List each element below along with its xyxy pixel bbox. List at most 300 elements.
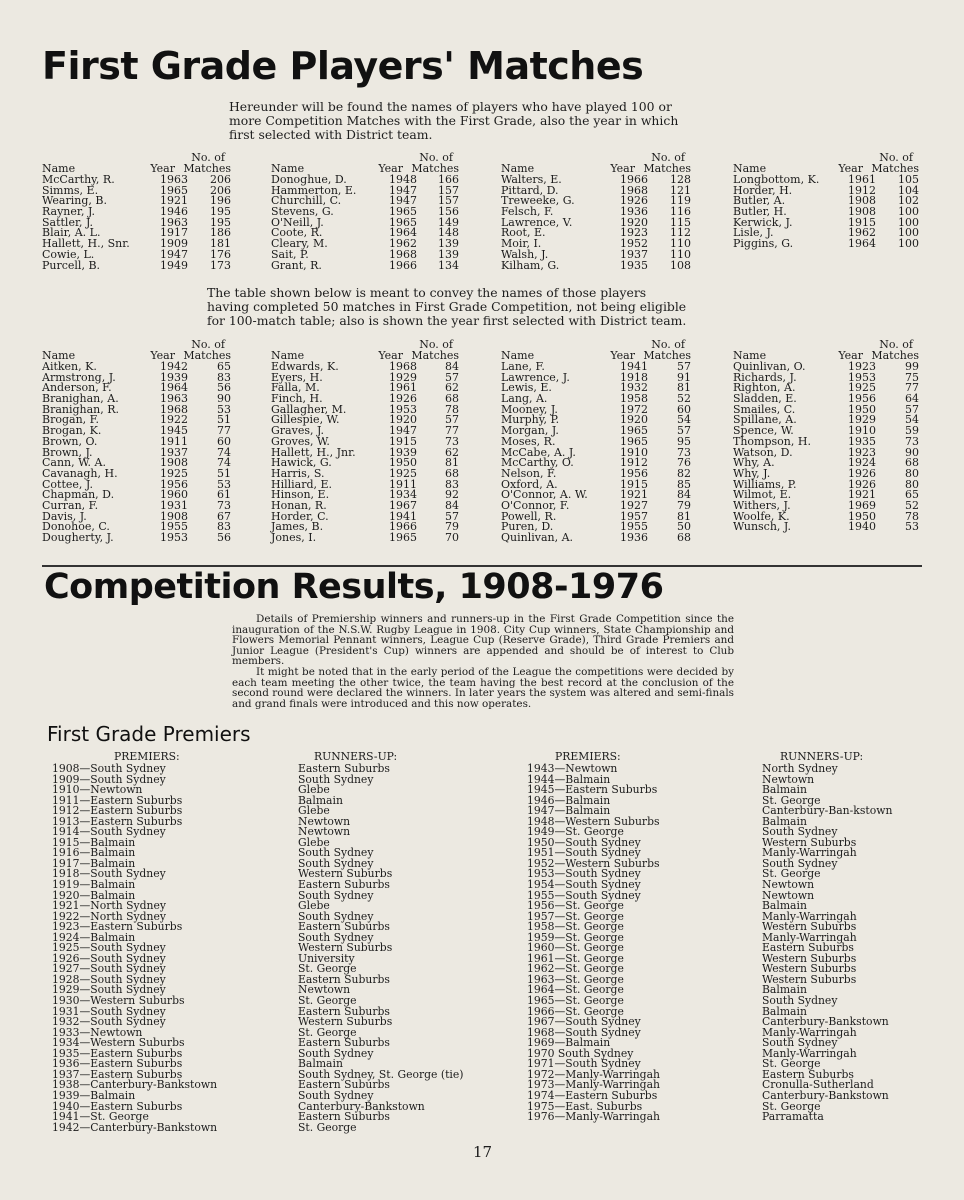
result-entry: Newtown bbox=[298, 983, 351, 997]
table-header bbox=[501, 340, 691, 362]
player-name: Horder, C. bbox=[271, 509, 329, 523]
header-name: Name bbox=[733, 162, 767, 175]
result-entry: South Sydney bbox=[298, 1088, 374, 1102]
result-entry: 1975—East. Suburbs bbox=[527, 1099, 643, 1113]
player-name: Wunsch, J. bbox=[733, 520, 791, 534]
result-entry: St. George bbox=[762, 1099, 821, 1113]
table-row bbox=[501, 533, 691, 544]
result-entry: 1967—South Sydney bbox=[527, 1015, 641, 1029]
first-selected-year: 1915 bbox=[848, 215, 876, 229]
first-selected-year: 1950 bbox=[848, 509, 876, 523]
first-selected-year: 1941 bbox=[620, 360, 648, 373]
result-entry: Eastern Suburbs bbox=[298, 762, 390, 775]
result-entry: 1927—South Sydney bbox=[52, 962, 166, 976]
first-selected-year: 1926 bbox=[848, 477, 876, 491]
header-year: Year bbox=[838, 349, 863, 362]
result-entry: Balmain bbox=[762, 783, 807, 797]
matches-count: 81 bbox=[677, 381, 691, 395]
player-name: Wearing, B. bbox=[42, 194, 107, 208]
result-entry: Newtown bbox=[298, 825, 351, 839]
column-header: RUNNERS-UP: bbox=[314, 750, 398, 763]
result-entry: 1958—St. George bbox=[527, 920, 624, 934]
player-name: Cottee, J. bbox=[42, 477, 93, 491]
intro-line: The table shown below is meant to convey the names of those players bbox=[207, 285, 647, 300]
header-name: Name bbox=[271, 349, 305, 362]
matches-count: 157 bbox=[438, 183, 459, 197]
result-entry: 1955—South Sydney bbox=[527, 888, 641, 902]
result-entry: Manly-Warringah bbox=[762, 1025, 857, 1039]
result-entry: 1911—Eastern Suburbs bbox=[52, 793, 183, 807]
result-entry: St. George bbox=[762, 867, 821, 881]
result-entry: Eastern Suburbs bbox=[298, 1004, 390, 1018]
table-row bbox=[42, 258, 231, 272]
first-selected-year: 1966 bbox=[389, 520, 417, 534]
player-name: Graves, J. bbox=[271, 424, 325, 438]
first-selected-year: 1967 bbox=[389, 498, 417, 512]
matches-count: 100 bbox=[898, 226, 919, 240]
first-selected-year: 1925 bbox=[848, 381, 876, 395]
result-entry: 1933—Newtown bbox=[52, 1025, 143, 1039]
player-name: Kerwick, J. bbox=[733, 215, 793, 229]
first-selected-year: 1923 bbox=[848, 445, 876, 459]
first-selected-year: 1921 bbox=[848, 488, 876, 502]
result-entry: 1944—Balmain bbox=[527, 772, 611, 786]
result-entry: 1951—South Sydney bbox=[527, 846, 641, 860]
player-name: Gillespie, W. bbox=[271, 413, 340, 427]
player-name: Grant, R. bbox=[271, 258, 322, 272]
intro-line: first selected with District team. bbox=[229, 127, 433, 143]
result-entry: 1942—Canterbury-Bankstown bbox=[52, 1120, 218, 1134]
player-name: Falla, M. bbox=[271, 381, 320, 395]
result-entry: 1925—South Sydney bbox=[52, 941, 166, 955]
player-name: Murphy, P. bbox=[501, 413, 560, 427]
matches-count: 57 bbox=[905, 402, 919, 416]
result-entry: Parramatta bbox=[762, 1110, 824, 1124]
matches-count: 68 bbox=[905, 456, 919, 470]
result-entry: South Sydney bbox=[298, 772, 374, 786]
matches-count: 77 bbox=[445, 424, 459, 438]
result-entry: 1920—Balmain bbox=[52, 888, 136, 902]
result-entry: Balmain bbox=[762, 1004, 807, 1018]
player-name: Lawrence, J. bbox=[501, 370, 570, 384]
first-selected-year: 1931 bbox=[160, 498, 188, 512]
result-entry: Balmain bbox=[762, 899, 807, 913]
player-name: Harris, S. bbox=[271, 466, 325, 480]
first-selected-year: 1934 bbox=[389, 488, 417, 502]
matches-count: 53 bbox=[217, 477, 231, 491]
runners-up-column-early bbox=[298, 752, 463, 1133]
player-name: Stevens, G. bbox=[271, 205, 334, 219]
player-name: Felsch, F. bbox=[501, 205, 554, 219]
first-selected-year: 1923 bbox=[848, 360, 876, 373]
player-name: Branighan, R. bbox=[42, 402, 120, 416]
table-header bbox=[42, 340, 231, 362]
player-name: Powell, R. bbox=[501, 509, 557, 523]
first-selected-year: 1925 bbox=[389, 466, 417, 480]
result-entry: Glebe bbox=[298, 899, 330, 913]
matches-count: 121 bbox=[670, 183, 691, 197]
player-name: Finch, H. bbox=[271, 392, 323, 406]
matches-count: 102 bbox=[898, 194, 919, 208]
result-entry: North Sydney bbox=[762, 762, 838, 775]
first-selected-year: 1940 bbox=[848, 520, 876, 534]
first-selected-year: 1911 bbox=[389, 477, 417, 491]
first-selected-year: 1923 bbox=[620, 226, 648, 240]
matches-count: 56 bbox=[217, 531, 231, 544]
first-selected-year: 1915 bbox=[620, 477, 648, 491]
player-name: Armstrong, J. bbox=[42, 370, 116, 384]
player-name: Quinlivan, A. bbox=[501, 531, 574, 544]
result-entry: Balmain bbox=[762, 983, 807, 997]
first-selected-year: 1936 bbox=[620, 531, 648, 544]
competition-paragraph: It might be noted that in the early period of the League the competitions were decided by each team meeting the other twice, the team having the best record at the conclusion of the second round were declared the winners. In later years the system was altered and semi-finals and grand finals were introduced and this now operates. bbox=[232, 665, 734, 710]
first-selected-year: 1935 bbox=[620, 258, 648, 272]
matches-count: 100 bbox=[898, 237, 919, 251]
first-selected-year: 1964 bbox=[389, 226, 417, 240]
player-name: Wilmot, E. bbox=[733, 488, 792, 502]
player-name: Hammerton, E. bbox=[271, 183, 357, 197]
premiers-column-late bbox=[527, 752, 660, 1123]
first-selected-year: 1950 bbox=[389, 456, 417, 470]
first-selected-year: 1956 bbox=[160, 477, 188, 491]
result-entry: South Sydney bbox=[762, 825, 838, 839]
result-entry: 1965—St. George bbox=[527, 994, 624, 1008]
matches-count: 68 bbox=[445, 466, 459, 480]
result-entry: St. George bbox=[298, 994, 357, 1008]
premiers-column-early bbox=[52, 752, 217, 1133]
matches-count: 173 bbox=[210, 258, 231, 272]
matches-count: 108 bbox=[670, 258, 691, 272]
result-entry: 1962—St. George bbox=[527, 962, 624, 976]
fifty-club-column bbox=[501, 340, 691, 544]
premiers-subtitle: First Grade Premiers bbox=[47, 722, 251, 746]
player-name: Sait, P. bbox=[271, 247, 309, 261]
header-year: Year bbox=[150, 162, 175, 175]
result-entry: Glebe bbox=[298, 835, 330, 849]
player-name: Brown, O. bbox=[42, 434, 98, 448]
result-entry: 1931—South Sydney bbox=[52, 1004, 166, 1018]
first-selected-year: 1961 bbox=[389, 381, 417, 395]
player-name: Walters, E. bbox=[501, 173, 562, 186]
intro-line: having completed 50 matches in First Grade Competition, not being eligible bbox=[207, 299, 687, 315]
first-selected-year: 1958 bbox=[620, 392, 648, 406]
result-entry: Newtown bbox=[298, 814, 351, 828]
player-name: Gallagher, M. bbox=[271, 402, 347, 416]
first-selected-year: 1915 bbox=[389, 434, 417, 448]
header-year: Year bbox=[838, 162, 863, 175]
player-name: Morgan, J. bbox=[501, 424, 559, 438]
header-year: Year bbox=[150, 349, 175, 362]
player-name: Watson, D. bbox=[733, 445, 793, 459]
first-selected-year: 1945 bbox=[160, 424, 188, 438]
player-name: Spillane, A. bbox=[733, 413, 797, 427]
result-entry: 1970 South Sydney bbox=[527, 1046, 634, 1060]
first-selected-year: 1962 bbox=[848, 226, 876, 240]
result-entry: 1923—Eastern Suburbs bbox=[52, 920, 183, 934]
matches-count: 134 bbox=[438, 258, 459, 272]
matches-count: 60 bbox=[677, 402, 691, 416]
matches-count: 84 bbox=[445, 498, 459, 512]
competition-title: Competition Results, 1908-1976 bbox=[44, 567, 664, 607]
first-selected-year: 1921 bbox=[620, 488, 648, 502]
matches-count: 77 bbox=[217, 424, 231, 438]
player-name: Cann, W. A. bbox=[42, 456, 106, 470]
result-entry: 1945—Eastern Suburbs bbox=[527, 783, 658, 797]
result-entry: 1953—South Sydney bbox=[527, 867, 641, 881]
first-selected-year: 1968 bbox=[620, 183, 648, 197]
matches-count: 148 bbox=[438, 226, 459, 240]
result-entry: 1960—St. George bbox=[527, 941, 624, 955]
result-entry: Canterbury-Bankstown bbox=[762, 1088, 889, 1102]
matches-count: 206 bbox=[210, 183, 231, 197]
header-name: Name bbox=[42, 162, 76, 175]
player-name: Hawick, G. bbox=[271, 456, 332, 470]
result-entry: Newtown bbox=[762, 772, 815, 786]
result-entry: 1922—North Sydney bbox=[52, 909, 166, 923]
matches-count: 92 bbox=[445, 488, 459, 502]
header-no-of: No. of bbox=[191, 338, 225, 351]
player-name: Honan, R. bbox=[271, 498, 327, 512]
header-matches: Matches bbox=[411, 349, 459, 362]
player-name: Brogan, K. bbox=[42, 424, 102, 438]
first-selected-year: 1968 bbox=[389, 247, 417, 261]
first-selected-year: 1911 bbox=[160, 434, 188, 448]
table-row bbox=[733, 522, 919, 533]
table-header bbox=[271, 153, 459, 175]
header-no-of: No. of bbox=[651, 338, 685, 351]
first-selected-year: 1948 bbox=[389, 173, 417, 186]
result-entry: Eastern Suburbs bbox=[298, 1110, 390, 1124]
player-name: Butler, H. bbox=[733, 205, 787, 219]
matches-count: 105 bbox=[898, 173, 919, 186]
matches-count: 119 bbox=[670, 194, 691, 208]
result-entry: South Sydney bbox=[762, 994, 838, 1008]
matches-count: 81 bbox=[445, 456, 459, 470]
result-entry: 1937—Eastern Suburbs bbox=[52, 1067, 183, 1081]
matches-count: 100 bbox=[898, 205, 919, 219]
matches-count: 166 bbox=[438, 173, 459, 186]
result-entry: 1969—Balmain bbox=[527, 1036, 611, 1050]
player-name: Righton, A. bbox=[733, 381, 796, 395]
result-entry: 1964—St. George bbox=[527, 983, 624, 997]
result-entry: 1943—Newtown bbox=[527, 762, 618, 775]
matches-count: 75 bbox=[905, 370, 919, 384]
matches-count: 52 bbox=[905, 498, 919, 512]
first-selected-year: 1937 bbox=[620, 247, 648, 261]
player-name: Woolfe, K. bbox=[733, 509, 790, 523]
header-name: Name bbox=[271, 162, 305, 175]
result-entry: South Sydney, St. George (tie) bbox=[298, 1067, 464, 1081]
player-name: McCabe, A. J. bbox=[501, 445, 576, 459]
first-selected-year: 1932 bbox=[620, 381, 648, 395]
header-no-of: No. of bbox=[879, 338, 913, 351]
matches-count: 62 bbox=[445, 445, 459, 459]
matches-count: 57 bbox=[677, 360, 691, 373]
result-entry: 1908—South Sydney bbox=[52, 762, 166, 775]
matches-count: 91 bbox=[677, 370, 691, 384]
table-header bbox=[271, 340, 459, 362]
first-selected-year: 1965 bbox=[389, 205, 417, 219]
first-selected-year: 1908 bbox=[848, 205, 876, 219]
result-entry: 1961—St. George bbox=[527, 951, 624, 965]
result-entry: Western Suburbs bbox=[298, 867, 393, 881]
result-entry: St. George bbox=[298, 1120, 357, 1134]
first-selected-year: 1968 bbox=[389, 360, 417, 373]
matches-count: 83 bbox=[217, 520, 231, 534]
first-selected-year: 1965 bbox=[620, 434, 648, 448]
first-selected-year: 1908 bbox=[848, 194, 876, 208]
fifty-club-column bbox=[271, 340, 459, 544]
first-selected-year: 1965 bbox=[389, 531, 417, 544]
table-header bbox=[42, 153, 231, 175]
result-entry: 1957—St. George bbox=[527, 909, 624, 923]
result-entry: Canterbury-Ban-kstown bbox=[762, 804, 893, 818]
matches-count: 57 bbox=[677, 424, 691, 438]
result-entry: South Sydney bbox=[298, 888, 374, 902]
first-selected-year: 1912 bbox=[848, 183, 876, 197]
player-name: Sattler, J. bbox=[42, 215, 94, 229]
result-entry: Eastern Suburbs bbox=[298, 1078, 390, 1092]
player-name: Richards, J. bbox=[733, 370, 797, 384]
first-selected-year: 1921 bbox=[160, 194, 188, 208]
matches-count: 95 bbox=[677, 434, 691, 448]
matches-count: 57 bbox=[445, 413, 459, 427]
matches-count: 157 bbox=[438, 194, 459, 208]
result-entry: 1928—South Sydney bbox=[52, 972, 166, 986]
column-header: RUNNERS-UP: bbox=[780, 750, 864, 763]
matches-count: 156 bbox=[438, 205, 459, 219]
header-year: Year bbox=[610, 162, 635, 175]
player-name: Purcell, B. bbox=[42, 258, 101, 272]
first-selected-year: 1925 bbox=[160, 466, 188, 480]
result-entry: Manly-Warringah bbox=[762, 846, 857, 860]
first-selected-year: 1909 bbox=[160, 237, 188, 251]
matches-count: 52 bbox=[677, 392, 691, 406]
matches-count: 54 bbox=[677, 413, 691, 427]
matches-count: 70 bbox=[445, 531, 459, 544]
first-selected-year: 1924 bbox=[848, 456, 876, 470]
player-name: Donoghue, D. bbox=[271, 173, 347, 186]
matches-count: 64 bbox=[905, 392, 919, 406]
player-name: Lisle, J. bbox=[733, 226, 774, 240]
player-name: Root, E. bbox=[501, 226, 546, 240]
result-entry: Manly-Warringah bbox=[762, 930, 857, 944]
header-no-of: No. of bbox=[879, 151, 913, 164]
player-name: Horder, H. bbox=[733, 183, 793, 197]
player-name: James, B. bbox=[271, 520, 324, 534]
intro-line: Hereunder will be found the names of players who have played 100 or bbox=[229, 99, 672, 114]
result-entry: Western Suburbs bbox=[762, 972, 857, 986]
player-name: Chapman, D. bbox=[42, 488, 115, 502]
matches-count: 90 bbox=[217, 392, 231, 406]
first-selected-year: 1969 bbox=[848, 498, 876, 512]
result-entry: 1934—Western Suburbs bbox=[52, 1036, 185, 1050]
matches-count: 76 bbox=[677, 456, 691, 470]
first-selected-year: 1965 bbox=[160, 183, 188, 197]
first-selected-year: 1947 bbox=[389, 183, 417, 197]
result-entry: Balmain bbox=[298, 793, 343, 807]
result-entry: 1938—Canterbury-Bankstown bbox=[52, 1078, 218, 1092]
matches-count: 73 bbox=[905, 434, 919, 448]
matches-count: 186 bbox=[210, 226, 231, 240]
first-selected-year: 1929 bbox=[848, 413, 876, 427]
matches-count: 61 bbox=[217, 488, 231, 502]
player-name: Donohoe, C. bbox=[42, 520, 110, 534]
first-selected-year: 1937 bbox=[160, 445, 188, 459]
result-entry: South Sydney bbox=[298, 909, 374, 923]
table-header bbox=[733, 153, 919, 175]
matches-count: 54 bbox=[905, 413, 919, 427]
matches-count: 81 bbox=[677, 509, 691, 523]
matches-count: 195 bbox=[210, 205, 231, 219]
player-name: Churchill, C. bbox=[271, 194, 342, 208]
hundred-club-column bbox=[733, 153, 919, 250]
matches-count: 73 bbox=[445, 434, 459, 448]
competition-paragraph: Details of Premiership winners and runners-up in the First Grade Competition since the inauguration of the N.S.W. Rugby League in 1908. City Cup winners, State Championship and Flowers Memorial Pennant winners, League Cup (Reserve Grade), Third Grade Premiers and Junior League (President's Cup) winners are appended and should be of interest to Club members. bbox=[232, 613, 734, 668]
player-name: Branighan, A. bbox=[42, 392, 119, 406]
matches-count: 104 bbox=[898, 183, 919, 197]
matches-count: 83 bbox=[445, 477, 459, 491]
first-selected-year: 1947 bbox=[160, 247, 188, 261]
hundred-intro bbox=[229, 100, 678, 143]
result-entry: Western Suburbs bbox=[762, 835, 857, 849]
first-selected-year: 1966 bbox=[620, 173, 648, 186]
intro-line: for 100-match table; also is shown the year first selected with District team. bbox=[207, 313, 687, 329]
matches-count: 100 bbox=[898, 215, 919, 229]
result-entry: Glebe bbox=[298, 804, 330, 818]
first-selected-year: 1950 bbox=[848, 402, 876, 416]
result-entry: 1924—Balmain bbox=[52, 930, 136, 944]
matches-count: 115 bbox=[670, 215, 691, 229]
first-selected-year: 1956 bbox=[848, 392, 876, 406]
intro-line: more Competition Matches with the First Grade, also the year in which bbox=[229, 113, 679, 129]
matches-count: 110 bbox=[670, 247, 691, 261]
player-name: Groves, W. bbox=[271, 434, 330, 448]
header-name: Name bbox=[501, 349, 535, 362]
matches-count: 116 bbox=[670, 205, 691, 219]
first-selected-year: 1947 bbox=[389, 194, 417, 208]
player-name: Brown, J. bbox=[42, 445, 93, 459]
table-header bbox=[733, 340, 919, 362]
player-name: Why, J. bbox=[733, 466, 771, 480]
matches-count: 67 bbox=[217, 509, 231, 523]
matches-count: 68 bbox=[445, 392, 459, 406]
result-entry: 1941—St. George bbox=[52, 1110, 149, 1124]
hundred-club-column bbox=[42, 153, 231, 271]
column-header: PREMIERS: bbox=[114, 750, 180, 763]
matches-count: 80 bbox=[905, 477, 919, 491]
result-entry: 1915—Balmain bbox=[52, 835, 136, 849]
matches-count: 57 bbox=[445, 509, 459, 523]
first-selected-year: 1926 bbox=[848, 466, 876, 480]
result-entry: Canterbury-Bankstown bbox=[762, 1015, 889, 1029]
first-selected-year: 1912 bbox=[620, 456, 648, 470]
result-entry: Western Suburbs bbox=[298, 1015, 393, 1029]
column-header: PREMIERS: bbox=[555, 750, 621, 763]
result-entry: St. George bbox=[762, 793, 821, 807]
matches-count: 84 bbox=[445, 360, 459, 373]
player-name: McCarthy, O. bbox=[501, 456, 574, 470]
first-selected-year: 1939 bbox=[160, 370, 188, 384]
result-entry: Balmain bbox=[298, 1057, 343, 1071]
player-name: Thompson, H. bbox=[733, 434, 811, 448]
first-selected-year: 1946 bbox=[160, 205, 188, 219]
first-selected-year: 1972 bbox=[620, 402, 648, 416]
first-selected-year: 1949 bbox=[160, 258, 188, 272]
first-selected-year: 1963 bbox=[160, 173, 188, 186]
runners-up-column-late bbox=[762, 752, 892, 1123]
first-selected-year: 1968 bbox=[160, 402, 188, 416]
